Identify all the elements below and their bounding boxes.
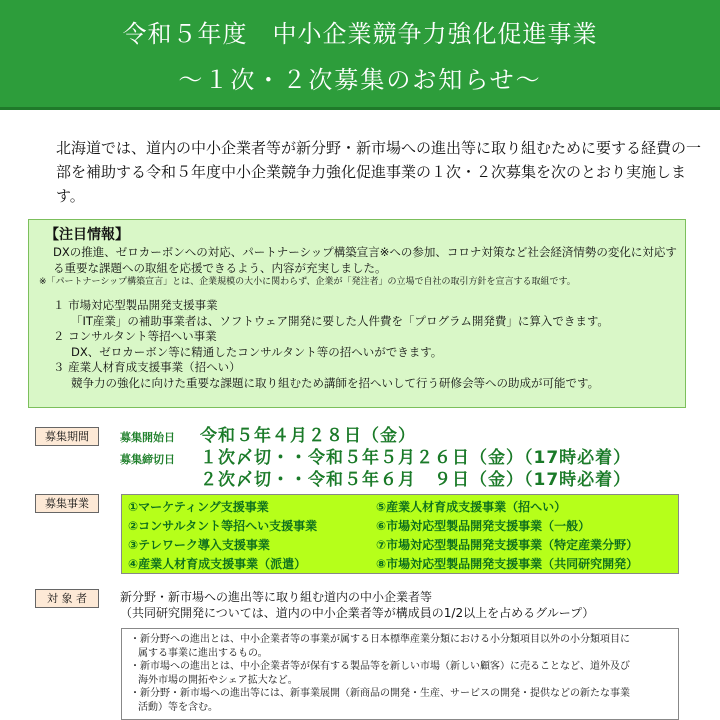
notice-body: DXの推進、ゼロカーボンへの対応、パートナーシップ構築宣言※への参加、コロナ対策など社会経済情勢の変化に対応する重要な課題への取組を応援できるよう、内容が充実しました。 bbox=[53, 245, 677, 275]
notes-box bbox=[121, 628, 679, 720]
project-item: ③テレワーク導入支援事業 bbox=[128, 538, 270, 552]
start-label: 募集開始日 bbox=[120, 431, 175, 444]
target-description bbox=[120, 589, 700, 621]
target-tag: 対 象 者 bbox=[35, 589, 99, 608]
notice-footnote: ※「パートナーシップ構築宣言」とは、企業規模の大小に関わらず、企業が「発注者」の立場で自社の取引方針を宣言する取組です。 bbox=[39, 277, 576, 287]
first-deadline: １次〆切・・令和５年５月２６日（金）（17時必着） bbox=[200, 448, 632, 468]
project-item: ④産業人材育成支援事業（派遣） bbox=[128, 557, 307, 571]
notice-heading: 【注目情報】 bbox=[45, 227, 129, 243]
note-line: 海外市場の開拓やシェア拡大など。 bbox=[138, 674, 298, 686]
page-subtitle: ～１次・２次募集のお知らせ～ bbox=[178, 66, 542, 94]
notice-item-detail: DX、ゼロカーボン等に精通したコンサルタント等の招へいができます。 bbox=[71, 344, 443, 359]
notice-item-title: １ 市場対応型製品開発支援事業 bbox=[53, 298, 218, 312]
notice-item-detail: 競争力の強化に向けた重要な課題に取り組むため講師を招へいして行う研修会等への助成が可能です。 bbox=[71, 375, 600, 390]
project-item: ⑦市場対応型製品開発支援事業（特定産業分野） bbox=[376, 538, 639, 552]
project-item: ⑧市場対応型製品開発支援事業（共同研究開発） bbox=[376, 557, 639, 571]
projects-tag: 募集事業 bbox=[35, 494, 99, 513]
start-date: 令和５年４月２８日（金） bbox=[200, 426, 416, 446]
project-item: ②コンサルタント等招へい支援事業 bbox=[128, 519, 318, 533]
target-line: 新分野・新市場への進出等に取り組む道内の中小企業者等 bbox=[120, 590, 433, 604]
project-item: ①マーケティング支援事業 bbox=[128, 500, 269, 514]
second-deadline: ２次〆切・・令和５年６月 ９日（金）（17時必着） bbox=[200, 470, 632, 490]
project-item: ⑤産業人材育成支援事業（招へい） bbox=[376, 500, 567, 514]
intro-paragraph: 北海道では、道内の中小企業者等が新分野・新市場への進出等に取り組むために要する経費の一部を補助する令和５年度中小企業競争力強化促進事業の１次・２次募集を次のとおり実施します。 bbox=[56, 139, 702, 205]
end-label: 募集締切日 bbox=[120, 453, 175, 466]
notice-item-title: ３ 産業人材育成支援事業（招へい） bbox=[53, 360, 241, 374]
notice-box bbox=[28, 219, 686, 408]
note-line: ・新分野・新市場への進出等には、新事業展開（新商品の開発・生産、サービスの開発・提供などの新たな事業 bbox=[130, 688, 630, 699]
projects-list bbox=[121, 494, 679, 574]
target-line: （共同研究開発については、道内の中小企業者等が構成員の1/2以上を占めるグループ） bbox=[120, 606, 595, 620]
note-line: ・新分野への進出とは、中小企業者等の事業が属する日本標準産業分類における小分類項目以外の小分類項目に bbox=[130, 634, 630, 645]
title-banner bbox=[0, 0, 720, 110]
period-tag: 募集期間 bbox=[35, 427, 99, 446]
notice-item-title: ２ コンサルタント等招へい事業 bbox=[53, 329, 217, 343]
recruitment-period bbox=[120, 421, 700, 490]
note-line: 属する事業に進出するもの。 bbox=[138, 647, 268, 659]
note-line: 活動）等を含む。 bbox=[138, 701, 218, 713]
page-title: 令和５年度 中小企業競争力強化促進事業 bbox=[122, 20, 598, 48]
project-item: ⑥市場対応型製品開発支援事業（一般） bbox=[376, 519, 591, 533]
note-line: ・新市場への進出とは、中小企業者等が保有する製品等を新しい市場（新しい顧客）に売ることなど、道外及び bbox=[130, 661, 630, 672]
notice-item-detail: 「IT産業」の補助事業者は、ソフトウェア開発に要した人件費を「プログラム開発費」に算入できます。 bbox=[71, 313, 609, 328]
